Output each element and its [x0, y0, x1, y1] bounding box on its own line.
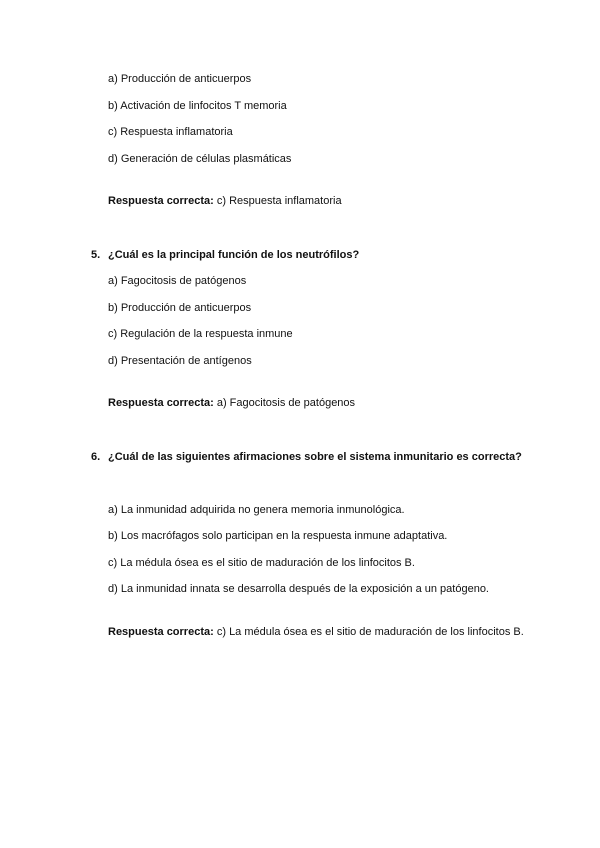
- correct-answer-label: Respuesta correcta:: [108, 626, 214, 638]
- option-b: b) Producción de anticuerpos: [108, 302, 252, 314]
- correct-answer-label: Respuesta correcta:: [108, 195, 214, 207]
- correct-answer: [108, 625, 528, 640]
- question-number: 5.: [91, 249, 101, 261]
- option-b: b) Los macrófagos solo participan en la respuesta inmune adaptativa.: [108, 530, 448, 542]
- question-number: 6.: [91, 451, 101, 463]
- option-c: c) Respuesta inflamatoria: [108, 126, 233, 138]
- option-a: a) Producción de anticuerpos: [108, 73, 252, 85]
- option-a: a) La inmunidad adquirida no genera memoria inmunológica.: [108, 504, 405, 516]
- question-text: ¿Cuál de las siguientes afirmaciones sobre el sistema inmunitario es correcta?: [108, 451, 522, 463]
- option-c: c) Regulación de la respuesta inmune: [108, 328, 293, 340]
- option-d: d) Generación de células plasmáticas: [108, 153, 292, 165]
- correct-answer: [108, 396, 355, 410]
- correct-answer-value: a) Fagocitosis de patógenos: [216, 397, 356, 409]
- option-d: d) Presentación de antígenos: [108, 355, 252, 367]
- correct-answer-value: c) La médula ósea es el sitio de maduración de los linfocitos B.: [216, 626, 524, 638]
- option-c: c) La médula ósea es el sitio de maduración de los linfocitos B.: [108, 557, 415, 569]
- correct-answer: [108, 194, 342, 208]
- option-d: d) La inmunidad innata se desarrolla después de la exposición a un patógeno.: [108, 583, 489, 595]
- correct-answer-label: Respuesta correcta:: [108, 397, 214, 409]
- option-b: b) Activación de linfocitos T memoria: [108, 100, 287, 112]
- option-a: a) Fagocitosis de patógenos: [108, 275, 247, 287]
- question-text: ¿Cuál es la principal función de los neutrófilos?: [108, 249, 360, 261]
- correct-answer-value: c) Respuesta inflamatoria: [216, 195, 342, 207]
